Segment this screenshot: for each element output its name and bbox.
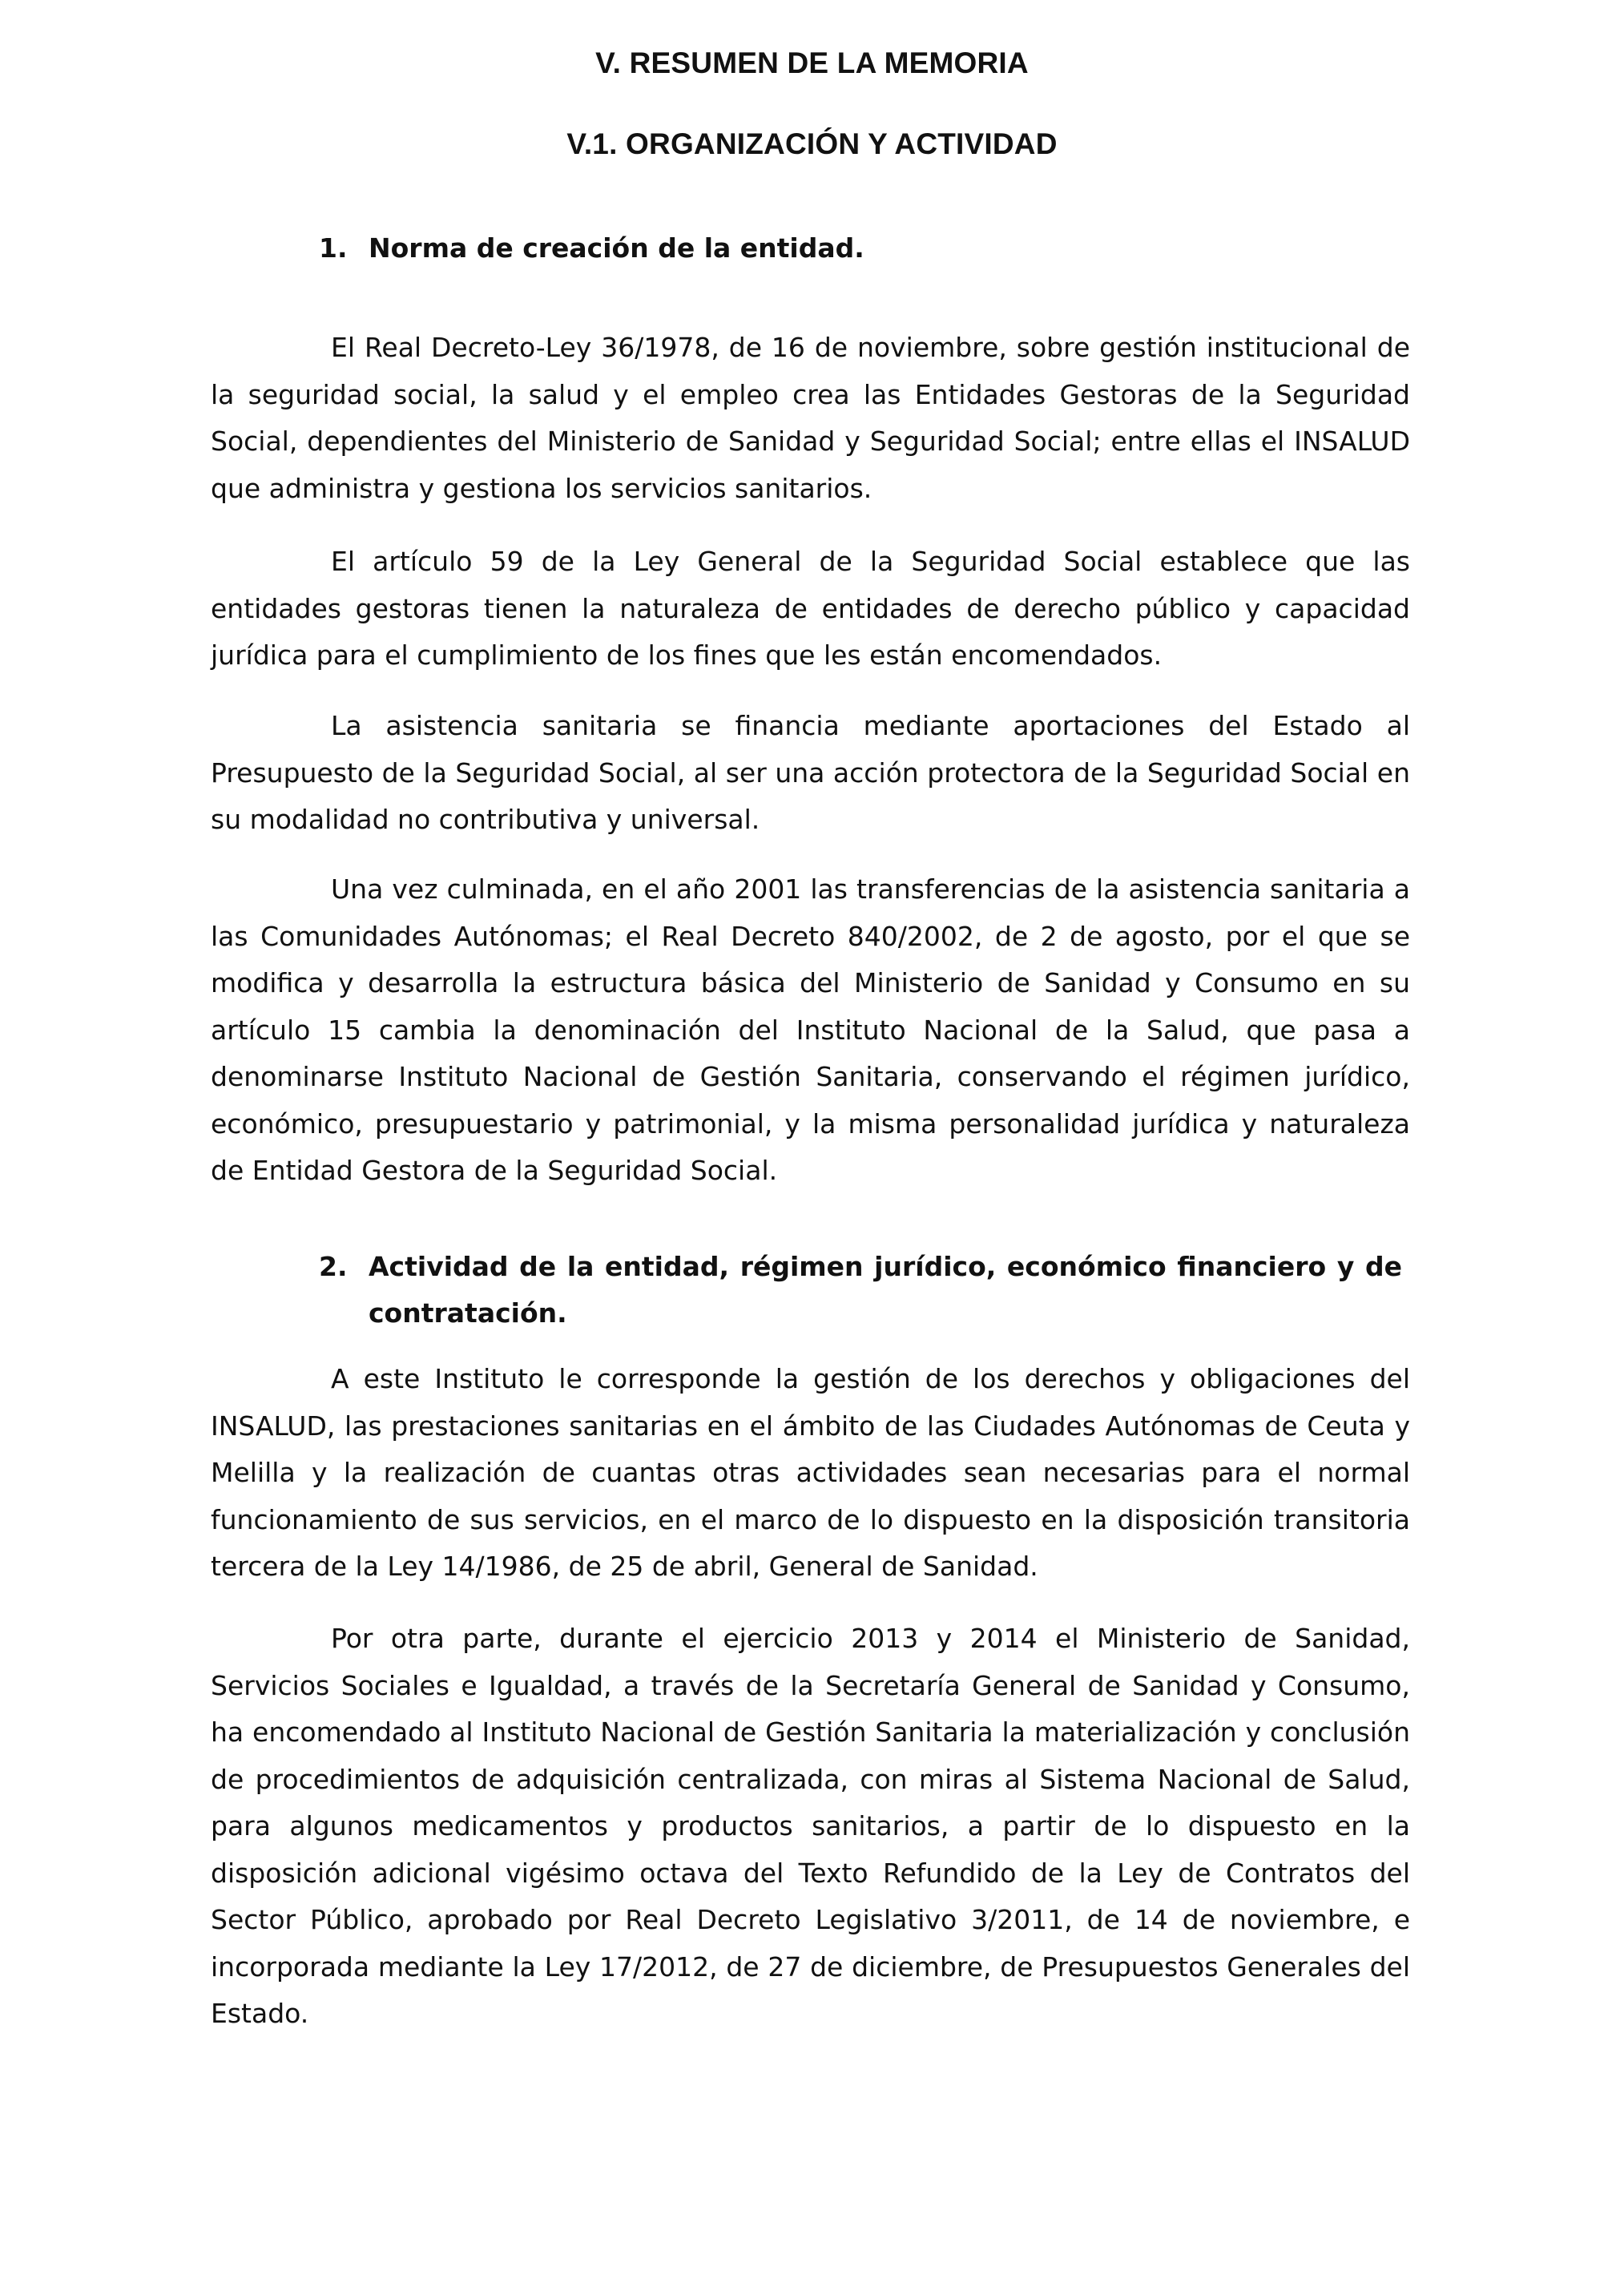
paragraph: A este Instituto le corresponde la gestión de los derechos y obligaciones del INSALUD, las prestaciones sanitarias en el ámbito de las Ciudades Autónomas de Ceuta y Melilla y la realización de cuantas otras actividades sean necesarias para el normal funcionamiento de sus servicios, en el marco de lo dispuesto en la disposición transitoria tercera de la Ley 14/1986, de 25 de abril, General de Sanidad. (211, 1363, 1410, 1582)
paragraph: La asistencia sanitaria se financia mediante aportaciones del Estado al Presupuesto de la Seguridad Social, al ser una acción protectora de la Seguridad Social en su modalidad no contributiva y universal. (211, 710, 1410, 835)
section-heading-1 (319, 225, 1408, 272)
paragraph: El Real Decreto-Ley 36/1978, de 16 de noviembre, sobre gestión institucional de la seguridad social, la salud y el empleo crea las Entidades Gestoras de la Seguridad Social, dependientes del Ministerio de Sanidad y Seguridad Social; entre ellas el INSALUD que administra y gestiona los servicios sanitarios. (211, 332, 1410, 504)
section-heading-2 (319, 1244, 1408, 1337)
section-number-2: 2. (319, 1251, 348, 1282)
paragraph: Una vez culminada, en el año 2001 las transferencias de la asistencia sanitaria a las Comunidades Autónomas; el Real Decreto 840/2002, de 2 de agosto, por el que se modifica y desarrolla la estructura básica del Ministerio de Sanidad y Consumo en su artículo 15 cambia la denominación del Instituto Nacional de la Salud, que pasa a denominarse Instituto Nacional de Gestión Sanitaria, conservando el régimen jurídico, económico, presupuestario y patrimonial, y la misma personalidad jurídica y naturaleza de Entidad Gestora de la Seguridad Social. (211, 873, 1410, 1186)
document-title: V. RESUMEN DE LA MEMORIA (595, 46, 1029, 79)
paragraph: El artículo 59 de la Ley General de la Seguridad Social establece que las entidades gestoras tienen la naturaleza de entidades de derecho público y capacidad jurídica para el cumplimiento de los fines que les están encomendados. (211, 546, 1410, 671)
section-number-1: 1. (319, 232, 348, 264)
document-subtitle: V.1. ORGANIZACIÓN Y ACTIVIDAD (566, 127, 1058, 160)
section-heading-text-2: Actividad de la entidad, régimen jurídico, económico financiero y de contratación. (369, 1251, 1402, 1329)
section-heading-text-1: Norma de creación de la entidad. (369, 232, 864, 264)
paragraph: Por otra parte, durante el ejercicio 2013 y 2014 el Ministerio de Sanidad, Servicios Sociales e Igualdad, a través de la Secretaría General de Sanidad y Consumo, ha encomendado al Instituto Nacional de Gestión Sanitaria la materialización y conclusión de procedimientos de adquisición centralizada, con miras al Sistema Nacional de Salud, para algunos medicamentos y productos sanitarios, a partir de lo dispuesto en la disposición adicional vigésimo octava del Texto Refundido de la Ley de Contratos del Sector Público, aprobado por Real Decreto Legislativo 3/2011, de 14 de noviembre, e incorporada mediante la Ley 17/2012, de 27 de diciembre, de Presupuestos Generales del Estado. (211, 1623, 1410, 2029)
